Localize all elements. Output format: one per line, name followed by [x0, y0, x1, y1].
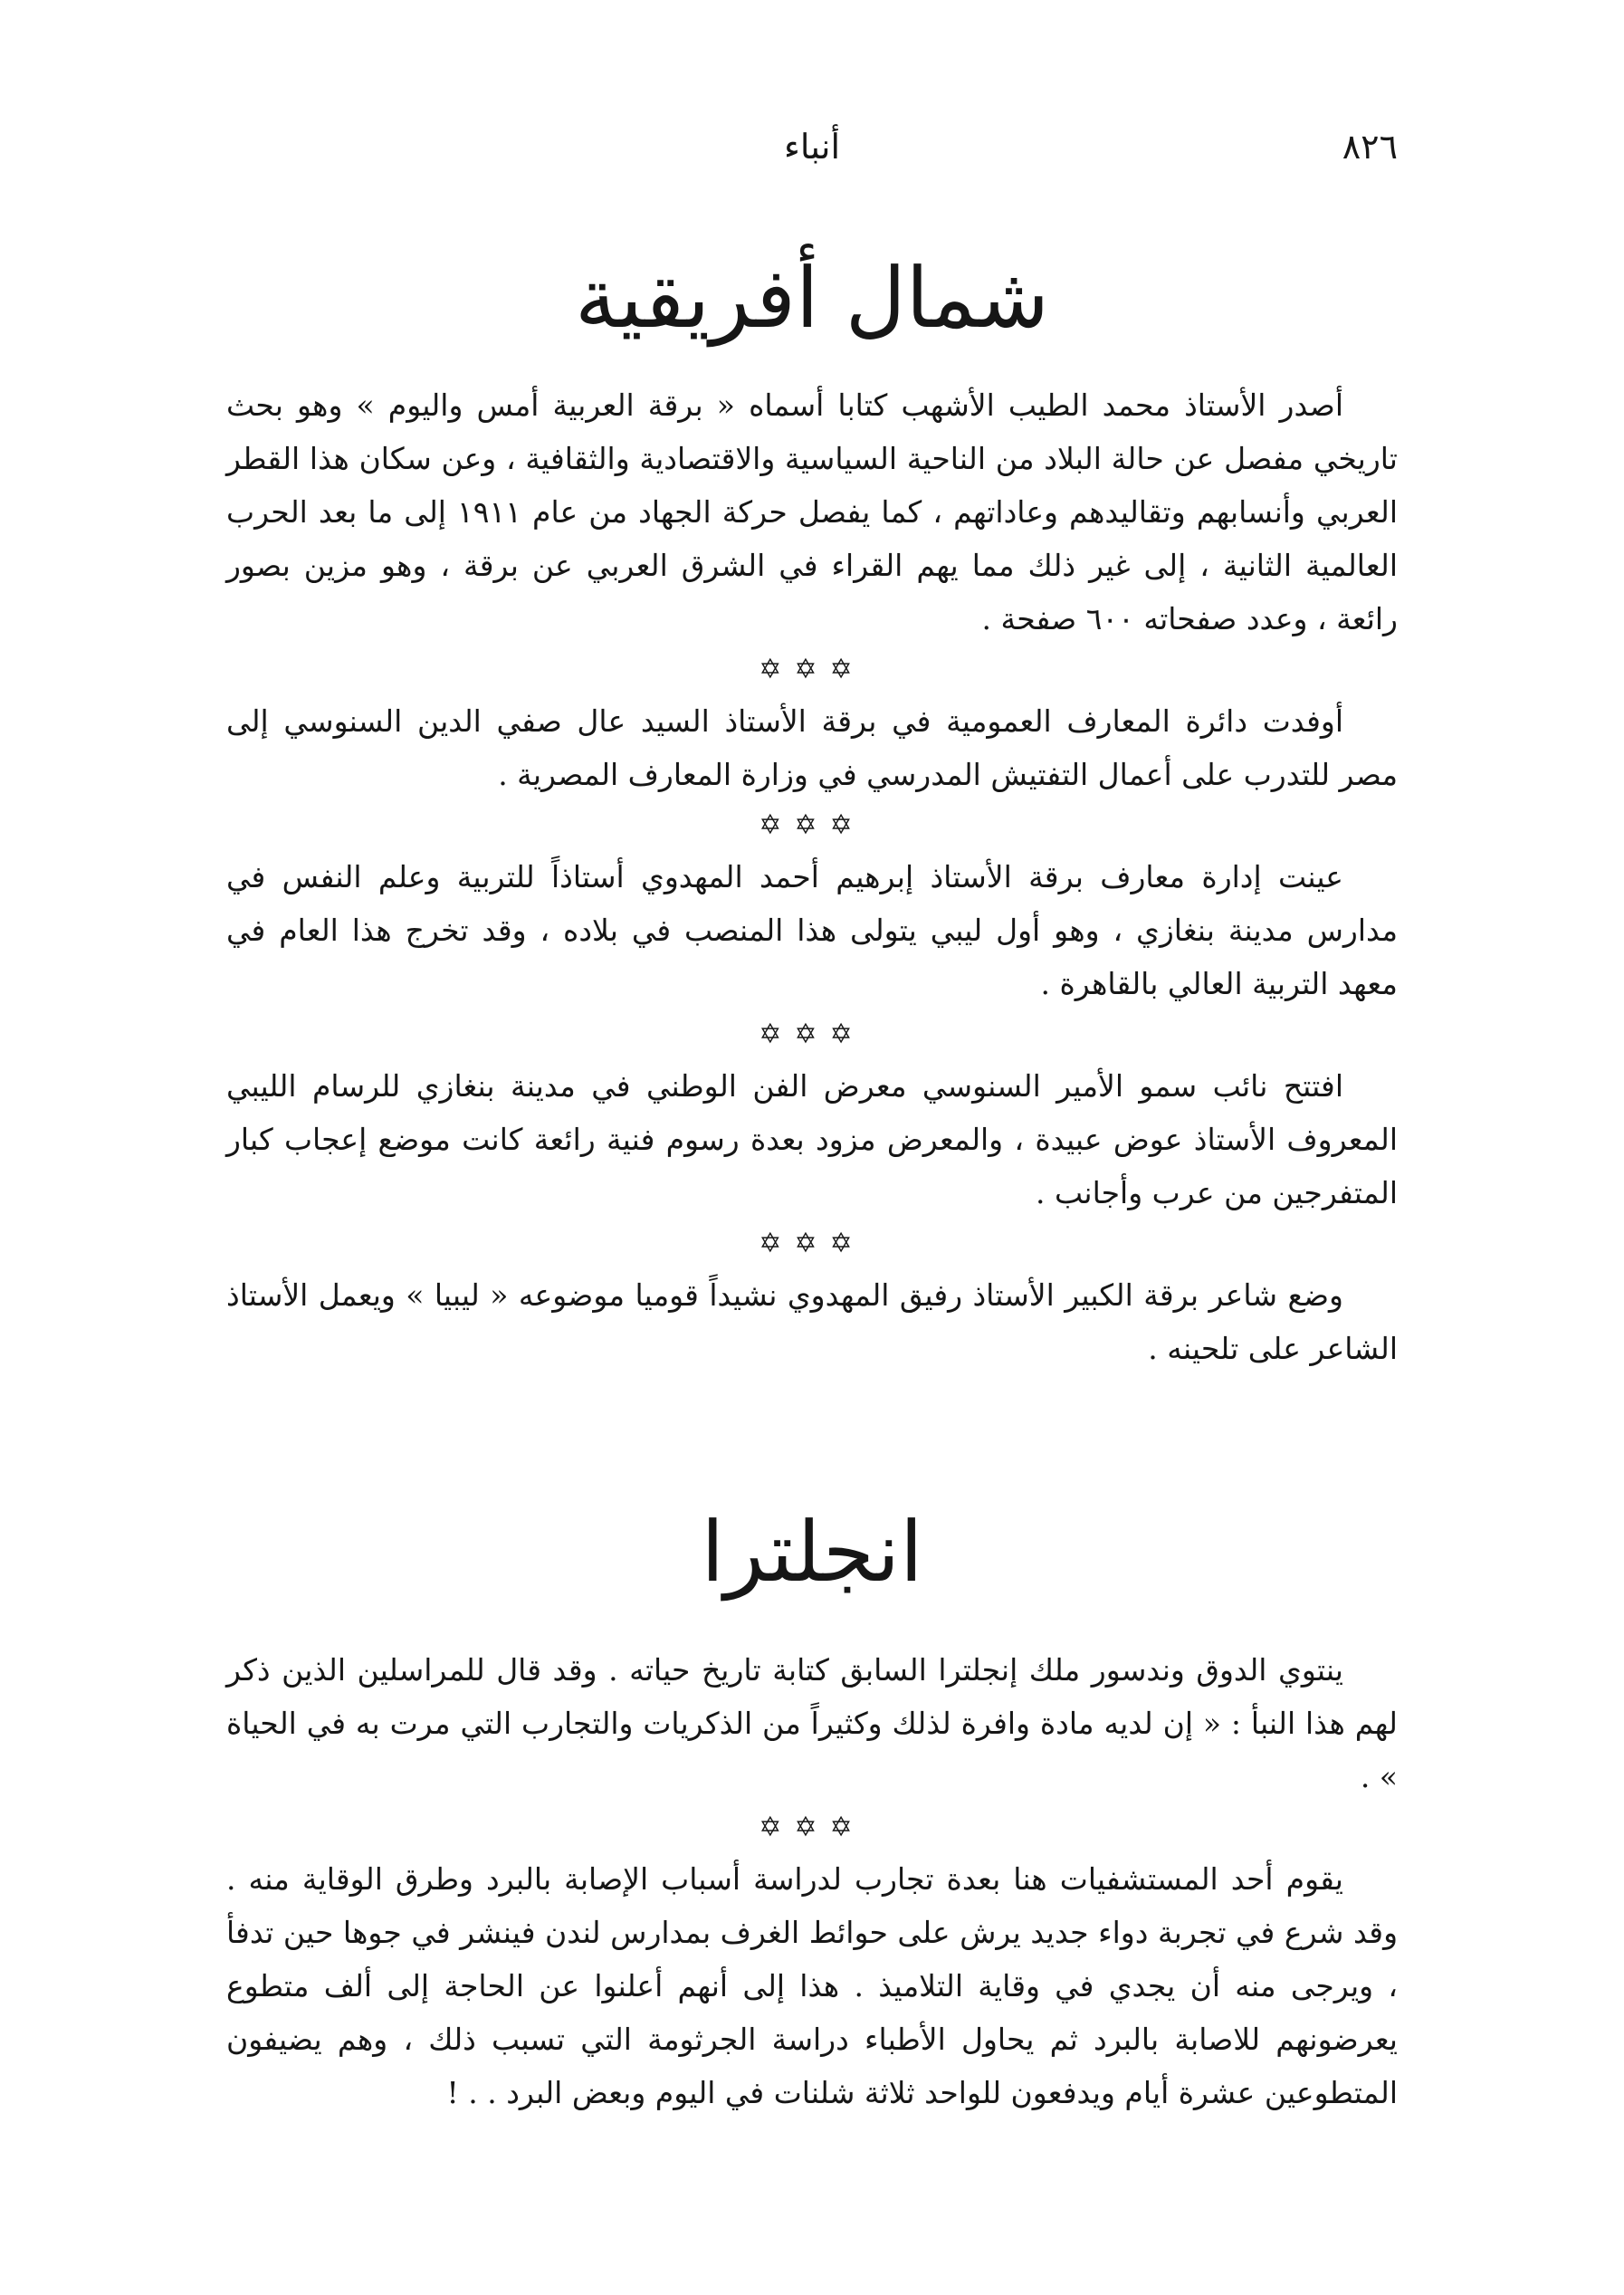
- section-england: [226, 1498, 1398, 2119]
- separator-stars: ✡✡✡: [759, 809, 865, 841]
- section-title-north-africa: شمال أفريقية: [575, 250, 1049, 347]
- section-north-africa: [226, 244, 1398, 1375]
- paragraph: وضع شاعر برقة الكبير الأستاذ رفيق المهدوي نشيداً قوميا موضوعه « ليبيا » ويعمل الأستاذ الشاعر على تلحينه .: [226, 1277, 1398, 1366]
- paragraph: ينتوي الدوق وندسور ملك إنجلترا السابق كتابة تاريخ حياته . وقد قال للمراسلين الذين ذكر لهم هذا النبأ : « إن لديه مادة وافرة لذلك وكثيراً من الذكريات والتجارب التي مرت به في الحياة » .: [226, 1652, 1398, 1794]
- paragraph: افتتح نائب سمو الأمير السنوسي معرض الفن الوطني في مدينة بنغازي للرسام الليبي المعروف الأستاذ عوض عبيدة ، والمعرض مزود بعدة رسوم فنية رائعة كانت موضع إعجاب كبار المتفرجين من عرب وأجانب .: [226, 1068, 1398, 1210]
- separator-stars: ✡✡✡: [759, 1812, 865, 1843]
- paragraph: عينت إدارة معارف برقة الأستاذ إبرهيم أحمد المهدوي أستاذاً للتربية وعلم النفس في مدارس مدينة بنغازي ، وهو أول ليبي يتولى هذا المنصب في بلاده ، وقد تخرج هذا العام في معهد التربية العالي بالقاهرة .: [226, 859, 1398, 1001]
- running-title: أنباء: [783, 127, 841, 167]
- separator-stars: ✡✡✡: [759, 1018, 865, 1050]
- separator-stars: ✡✡✡: [759, 1228, 865, 1259]
- paragraph: أوفدت دائرة المعارف العمومية في برقة الأستاذ السيد عال صفي الدين السنوسي إلى مصر للتدرب على أعمال التفتيش المدرسي في وزارة المعارف المصرية .: [226, 703, 1398, 792]
- paragraph: يقوم أحد المستشفيات هنا بعدة تجارب لدراسة أسباب الإصابة بالبرد وطرق الوقاية منه . وقد شرع في تجربة دواء جديد يرش على حوائط الغرف بمدارس لندن فينشر في جوها حين تدفأ ، ويرجى منه أن يجدي في وقاية التلاميذ . هذا إلى أنهم أعلنوا عن الحاجة إلى ألف متطوع يعرضونهم للاصابة بالبرد ثم يحاول الأطباء دراسة الجرثومة التي تسبب ذلك ، وهم يضيفون المتطوعين عشرة أيام ويدفعون للواحد ثلاثة شلنات في اليوم وبعض البرد . . !: [226, 1861, 1398, 2110]
- running-head: [226, 127, 1398, 190]
- section-title-england: انجلترا: [701, 1504, 923, 1601]
- page-number: ٨٢٦: [1342, 127, 1398, 167]
- paragraph: أصدر الأستاذ محمد الطيب الأشهب كتابا أسماه « برقة العربية أمس واليوم » وهو بحث تاريخي مفصل عن حالة البلاد من الناحية السياسية والاقتصادية والثقافية ، وعن سكان هذا القطر العربي وأنسابهم وتقاليدهم وعاداتهم ، كما يفصل حركة الجهاد من عام ١٩١١ إلى ما بعد الحرب العالمية الثانية ، إلى غير ذلك مما يهم القراء في الشرق العربي عن برقة ، وهو مزين بصور رائعة ، وعدد صفحاته ٦٠٠ صفحة .: [226, 387, 1398, 636]
- separator-stars: ✡✡✡: [759, 654, 865, 685]
